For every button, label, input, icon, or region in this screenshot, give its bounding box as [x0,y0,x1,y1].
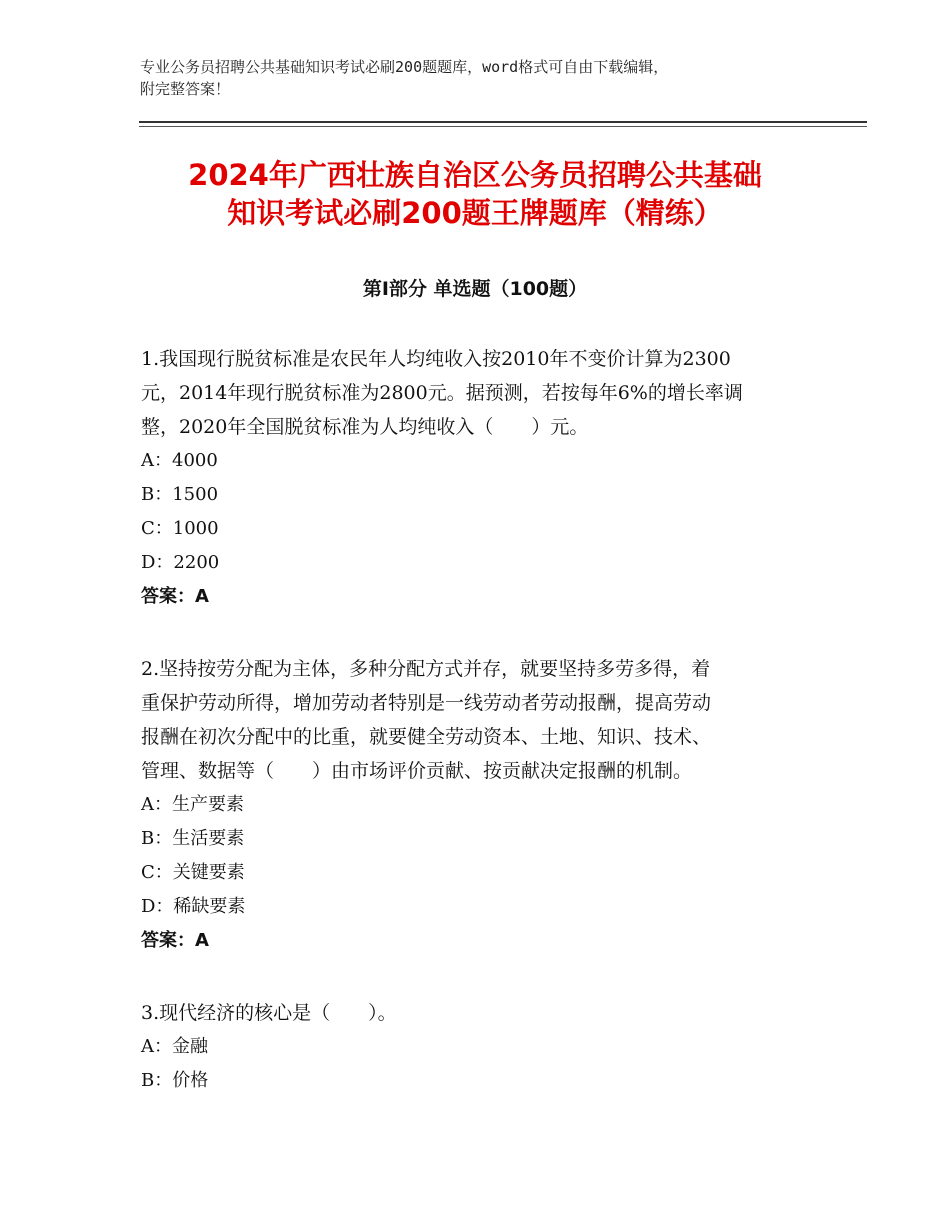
question-text-line: 重保护劳动所得，增加劳动者特别是一线劳动者劳动报酬，提高劳动 [141,692,712,714]
question-text-line: 管理、数据等（ ）由市场评价贡献、按贡献决定报酬的机制。 [141,760,693,782]
document-header [140,56,830,100]
option-a: A：4000 [141,450,218,471]
document-title [130,156,820,232]
answer: 答案：A [141,930,209,951]
question-3 [141,996,821,1098]
question-text-line: 元，2014年现行脱贫标准为2800元。据预测，若按每年6%的增长率调 [141,382,743,404]
option-d: D：2200 [141,552,220,573]
option-c: C：关键要素 [141,862,245,883]
option-b: B：生活要素 [141,828,245,849]
option-d: D：稀缺要素 [141,896,246,917]
question-text-line: 1.我国现行脱贫标准是农民年人均纯收入按2010年不变价计算为2300 [141,348,731,370]
section-heading: 第Ⅰ部分 单选题（100题） [362,278,588,300]
header-divider-thick [139,121,867,123]
question-text-line: 3.现代经济的核心是（ ）。 [141,1002,397,1024]
header-line-1: 专业公务员招聘公共基础知识考试必刷200题题库，word格式可自由下载编辑， [140,58,669,76]
question-list [141,342,821,1136]
option-a: A：金融 [141,1036,208,1057]
answer: 答案：A [141,586,209,607]
option-b: B：1500 [141,484,219,505]
title-line-2: 知识考试必刷200题王牌题库（精练） [227,196,723,230]
option-c: C：1000 [141,518,219,539]
question-text-line: 2.坚持按劳分配为主体，多种分配方式并存，就要坚持多劳多得，着 [141,658,711,680]
option-a: A：生产要素 [141,794,244,815]
question-1 [141,342,821,614]
title-line-1: 2024年广西壮族自治区公务员招聘公共基础 [188,158,762,192]
option-b: B：价格 [141,1070,209,1091]
header-line-2: 附完整答案！ [140,80,231,98]
question-text-line: 报酬在初次分配中的比重，就要健全劳动资本、土地、知识、技术、 [141,726,712,748]
header-divider-thin [139,126,867,127]
question-2 [141,652,821,958]
question-text-line: 整，2020年全国脱贫标准为人均纯收入（ ）元。 [141,416,589,438]
